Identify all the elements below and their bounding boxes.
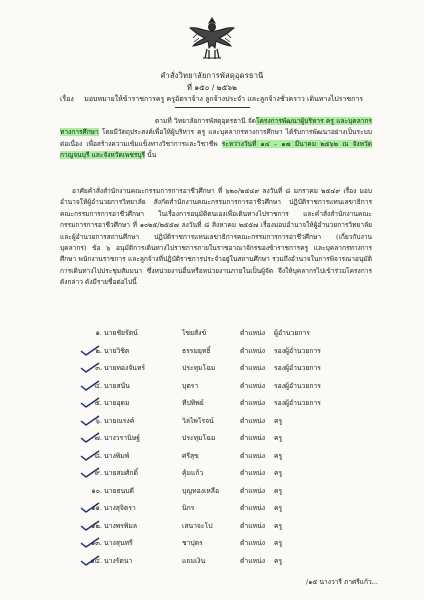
document-title: คำสั่งวิทยาลัยการพัสดุอุดรธานี bbox=[160, 71, 264, 80]
intro-text-middle: โดยมีวัตถุประสงค์เพื่อให้ผู้บริหาร ครู และบุคลากรทางการศึกษา ได้รับการพัฒนาอย่างเป็นระบบต่อเนื่อง เพื่อสร้างความเข้มแข็งทางวิชาการและวิชาชีพ bbox=[60, 128, 372, 148]
staff-position: ครู bbox=[274, 504, 283, 513]
staff-number: ๑๒. bbox=[91, 521, 102, 530]
handwritten-check-icon bbox=[80, 502, 100, 514]
document-number: ที่ ๑๕๐ / ๒๕๖๒ bbox=[187, 83, 237, 92]
staff-position: ครู bbox=[274, 451, 283, 460]
subject-line bbox=[60, 94, 400, 105]
position-label: ตำแหน่ง bbox=[240, 451, 266, 460]
staff-number: ๑. bbox=[95, 329, 102, 338]
staff-surname: ทีปทิพย์ bbox=[182, 399, 204, 408]
staff-surname: บุตรา bbox=[182, 381, 199, 390]
handwritten-check-icon bbox=[80, 415, 100, 427]
staff-row bbox=[86, 534, 326, 552]
staff-surname: เสนาจะโป bbox=[182, 521, 213, 530]
staff-position: ครู bbox=[274, 486, 283, 495]
staff-position: ครู bbox=[274, 539, 283, 548]
staff-number: ๗. bbox=[94, 434, 102, 443]
staff-number: ๔. bbox=[94, 381, 102, 390]
staff-surname: คุ้มแก้ว bbox=[182, 469, 204, 478]
staff-row bbox=[86, 464, 326, 482]
position-label: ตำแหน่ง bbox=[240, 346, 266, 355]
staff-position: ครู bbox=[274, 416, 283, 425]
subject-label: เรื่อง bbox=[60, 95, 74, 103]
staff-number: ๘. bbox=[94, 451, 102, 460]
staff-name: นายวิชิต bbox=[104, 346, 130, 355]
staff-row bbox=[86, 552, 326, 570]
staff-surname: ประทุมโฉม bbox=[182, 364, 216, 373]
position-label: ตำแหน่ง bbox=[240, 381, 266, 390]
staff-position: ครู bbox=[274, 469, 283, 478]
staff-position: ครู bbox=[274, 434, 283, 443]
staff-name: นางวรานิษฐ์ bbox=[104, 434, 140, 443]
staff-surname: ธรรมยุทธิ์ bbox=[182, 346, 211, 355]
staff-row bbox=[86, 359, 326, 377]
handwritten-check-icon bbox=[80, 467, 100, 479]
staff-position: ครู bbox=[274, 556, 283, 565]
staff-surname: วิลไพโรจน์ bbox=[182, 416, 214, 425]
staff-name: นายธนบดี bbox=[104, 486, 134, 495]
staff-number: ๓. bbox=[95, 364, 102, 373]
staff-name: นายสมศักดิ์ bbox=[104, 469, 138, 478]
staff-number: ๑๐. bbox=[91, 486, 102, 495]
staff-number: ๑๔. bbox=[90, 556, 102, 565]
staff-surname: ไชยสังข์ bbox=[182, 329, 207, 338]
handwritten-check-icon bbox=[80, 380, 100, 392]
staff-surname: ศรีสุข bbox=[182, 451, 199, 460]
handwritten-check-icon bbox=[80, 432, 100, 444]
position-label: ตำแหน่ง bbox=[240, 521, 266, 530]
staff-position: รองผู้อำนวยการ bbox=[274, 399, 321, 408]
staff-row bbox=[86, 482, 326, 500]
staff-row bbox=[86, 499, 326, 517]
paragraph-authority: อาศัยคำสั่งสำนักงานคณะกรรมการการอาชีวศึกษา ที่ ๖๒๐/๒๕๔๙ ลงวันที่ ๘ มกราคม ๒๕๔๙ เรื่อง มอบอำนาจให้ผู้อำนวยการวิทยาลัย สังกัดสำนักงานคณะกรรมการการอาชีวศึกษา ปฏิบัติราชการแทนเลขาธิการคณะกรรมการการอาชีวศึกษา ในเรื่องการอนุมัติตนเองเพื่อเดินทางไปราชการ และคำสั่งสำนักงานคณะกรรมการการอาชีวศึกษา ที่ ๑๐๒๕/๒๕๕๗ ลงวันที่ ๘ สิงหาคม ๒๕๕๗ เรื่องมอบอำนาจให้ผู้อำนวยการวิทยาลัย และผู้อำนวยการสถานศึกษา ปฏิบัติราชการแทนเลขาธิการคณะกรรมการการอาชีวศึกษา (เกี่ยวกับงานบุคลากร) ข้อ ๖ อนุมัติการเดินทางไปราชการภายในราชอาณาจักรของข้าราชการครู และบุคลากรทางการศึกษา พนักงานราชการ และลูกจ้างที่ปฏิบัติราชการประจำอยู่ในสถานศึกษา รวมถึงอำนาจในการพิจารณาอนุมัติการเดินทางไปประชุมสัมมนา ซึ่งหน่วยงานอื่นหรือหน่วยงานภายในเป็นผู้จัด จึงให้บุคลากรไปเข้าร่วมโครงการดังกล่าว ดังมีรายชื่อต่อไปนี้ bbox=[60, 187, 372, 287]
handwritten-check-icon bbox=[80, 450, 100, 462]
staff-name: นายทองจันทร์ bbox=[104, 364, 146, 373]
staff-name: นางสุนทรี bbox=[104, 539, 133, 548]
staff-number: ๖. bbox=[95, 416, 102, 425]
staff-name: นายณรงค์ bbox=[104, 416, 135, 425]
staff-number: ๑๓. bbox=[90, 539, 102, 548]
position-label: ตำแหน่ง bbox=[240, 539, 266, 548]
position-label: ตำแหน่ง bbox=[240, 399, 266, 408]
staff-number: ๙. bbox=[94, 469, 102, 478]
staff-name: นางสุจิตรา bbox=[104, 504, 136, 513]
staff-row bbox=[86, 412, 326, 430]
handwritten-check-icon bbox=[80, 345, 100, 357]
staff-row bbox=[86, 447, 326, 465]
staff-number: ๑๑. bbox=[91, 504, 102, 513]
staff-name: นางรัตนา bbox=[104, 556, 133, 565]
intro-text-end: นั้น bbox=[145, 151, 157, 160]
handwritten-check-icon bbox=[80, 537, 100, 549]
staff-name: นางพรพิมล bbox=[104, 521, 138, 530]
staff-position: ครู bbox=[274, 521, 283, 530]
highlight-project-name: โครงการพัฒนาผู้บริหาร ครู และบุคลากรทางการศึกษา bbox=[60, 117, 372, 137]
handwritten-check-icon bbox=[80, 520, 100, 532]
staff-list bbox=[86, 324, 326, 569]
staff-row bbox=[86, 429, 326, 447]
staff-row bbox=[86, 324, 326, 342]
staff-row bbox=[86, 394, 326, 412]
staff-surname: บุญทองเหลือ bbox=[182, 486, 220, 495]
staff-row bbox=[86, 342, 326, 360]
position-label: ตำแหน่ง bbox=[240, 504, 266, 513]
staff-position: รองผู้อำนวยการ bbox=[274, 364, 321, 373]
position-label: ตำแหน่ง bbox=[240, 434, 266, 443]
staff-number: ๕. bbox=[94, 399, 102, 408]
position-label: ตำแหน่ง bbox=[240, 469, 266, 478]
staff-number: ๒. bbox=[95, 346, 102, 355]
staff-surname: นิกร bbox=[182, 504, 195, 513]
staff-row bbox=[86, 517, 326, 535]
position-label: ตำแหน่ง bbox=[240, 556, 266, 565]
staff-surname: ประทุมโฉม bbox=[182, 434, 216, 443]
staff-position: รองผู้อำนวยการ bbox=[274, 381, 321, 390]
handwritten-check-icon bbox=[80, 362, 100, 374]
staff-surname: แถมเงิน bbox=[182, 556, 206, 565]
paragraph-intro bbox=[60, 116, 372, 162]
continuation-note: /๑๕ นางวารี ภาศรีแก้ว... bbox=[306, 578, 378, 586]
highlight-date-place: ระหว่างวันที่ ๑๔ – ๑๗ มีนาคม ๒๕๖๒ ณ จังหวัดกาญจนบุรี และจังหวัดเพชรบุรี bbox=[60, 139, 372, 160]
garuda-emblem-icon bbox=[187, 14, 237, 64]
staff-name: นางพิมพ์ bbox=[104, 451, 130, 460]
staff-row bbox=[86, 377, 326, 395]
handwritten-check-icon bbox=[80, 555, 100, 567]
intro-text-start: ตามที่ วิทยาลัยการพัสดุอุดรธานี จัด bbox=[155, 117, 256, 125]
position-label: ตำแหน่ง bbox=[240, 486, 266, 495]
title-divider bbox=[175, 107, 250, 108]
position-label: ตำแหน่ง bbox=[240, 416, 266, 425]
position-label: ตำแหน่ง bbox=[240, 329, 266, 338]
staff-name: นายอุดม bbox=[104, 399, 130, 408]
handwritten-check-icon bbox=[80, 397, 100, 409]
staff-position: รองผู้อำนวยการ bbox=[274, 346, 321, 355]
staff-surname: ชาปุตร bbox=[182, 539, 203, 548]
staff-name: นายสนั่น bbox=[104, 381, 130, 390]
subject-text: มอบหมายให้ข้าราชการครู ครูอัตราจ้าง ลูกจ้างประจำ และลูกจ้างชั่วคราว เดินทางไปราชการ bbox=[84, 95, 364, 103]
staff-name: นายชัยรัตน์ bbox=[104, 329, 138, 338]
staff-position: ผู้อำนวยการ bbox=[274, 329, 310, 338]
position-label: ตำแหน่ง bbox=[240, 364, 266, 373]
